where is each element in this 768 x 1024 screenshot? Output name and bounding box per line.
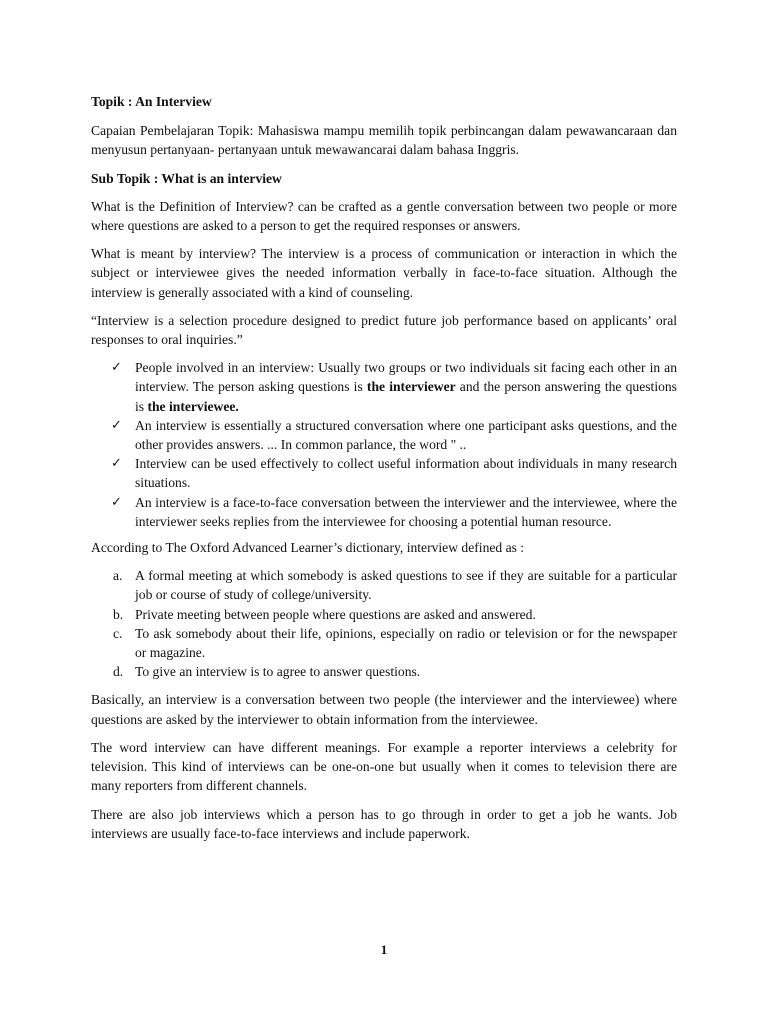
checklist-text: An interview is essentially a structured conversation where one participant asks questions, and the other provides answers. ... In common parlance, the word " .. (135, 417, 677, 453)
definition-text: Private meeting between people where questions are asked and answered. (135, 606, 536, 622)
definition-text: A formal meeting at which somebody is asked questions to see if they are suitable for a particular job or course of study of college/university. (135, 568, 677, 603)
check-mark-icon: ✓ (111, 360, 122, 376)
checklist-text: An interview is a face-to-face conversation between the interviewer and the interviewee, where the interviewer seeks replies from the interviewee for choosing a potential human resource. (135, 494, 677, 529)
paragraph-quote: “Interview is a selection procedure designed to predict future job performance based on applicants’ oral responses to oral inquiries.” (91, 312, 677, 348)
paragraph-meaning: What is meant by interview? The interview is a process of communication or interaction in which the subject or interviewee gives the needed information verbally in face-to-face situation. Although the interview is generally associated with a kind of counseling. (91, 246, 677, 300)
paragraph-definition: What is the Definition of Interview? can be crafted as a gentle conversation between two people or more where questions are asked to a person to get the required responses or answers. (91, 198, 677, 234)
definition-text: To ask somebody about their life, opinions, especially on radio or television or for the newspaper or magazine. (135, 625, 677, 661)
definition-list (91, 566, 677, 681)
checklist-bold-term: the interviewer (366, 379, 456, 395)
paragraph-job-interviews: There are also job interviews which a person has to go through in order to get a job he wants. Job interviews are usually face-to-face interviews and include paperwork. (91, 806, 677, 841)
definition-item (91, 662, 677, 681)
list-marker: d. (113, 664, 124, 680)
page-number: 1 (380, 942, 388, 957)
checklist (91, 358, 677, 531)
paragraph-meanings: The word interview can have different meanings. For example a reporter interviews a celebrity for television. This kind of interviews can be one-on-one but usually when it comes to television there are many reporters from different channels. (91, 739, 677, 794)
definition-item (91, 624, 677, 662)
definition-item (91, 605, 677, 624)
checklist-item (91, 358, 677, 416)
checklist-text: Interview can be used effectively to collect useful information about individuals in many research situations. (135, 456, 677, 491)
checklist-item (91, 454, 677, 492)
paragraph-basically: Basically, an interview is a conversation between two people (the interviewer and the interviewee) where questions are asked by the interviewer to obtain information from the interviewee. (91, 692, 677, 727)
checklist-text: and the person answering the questions is (135, 379, 677, 414)
subtopic-heading: Sub Topik : What is an interview (91, 170, 282, 186)
check-mark-icon: ✓ (111, 417, 122, 433)
definition-item (91, 566, 677, 604)
topic-title: Topik : An Interview (91, 94, 212, 109)
checklist-bold-term: the interviewee. (147, 398, 239, 414)
check-mark-icon: ✓ (111, 456, 122, 472)
check-mark-icon: ✓ (111, 494, 122, 510)
oxford-intro: According to The Oxford Advanced Learner’s dictionary, interview defined as : (91, 540, 525, 556)
definition-text: To give an interview is to agree to answer questions. (135, 664, 421, 680)
checklist-item (91, 416, 677, 454)
checklist-item (91, 493, 677, 531)
list-marker: a. (113, 568, 123, 584)
list-marker: c. (113, 625, 123, 641)
document-body (91, 92, 677, 852)
list-marker: b. (113, 606, 124, 622)
checklist-text: People involved in an interview: Usually two groups or two individuals sit facing each other in an interview. The person asking questions is (135, 360, 677, 395)
learning-outcome: Capaian Pembelajaran Topik: Mahasiswa mampu memilih topik perbincangan dalam pewawancaraan dan menyusun pertanyaan- pertanyaan untuk mewawancarai dalam bahasa Inggris. (91, 123, 677, 158)
